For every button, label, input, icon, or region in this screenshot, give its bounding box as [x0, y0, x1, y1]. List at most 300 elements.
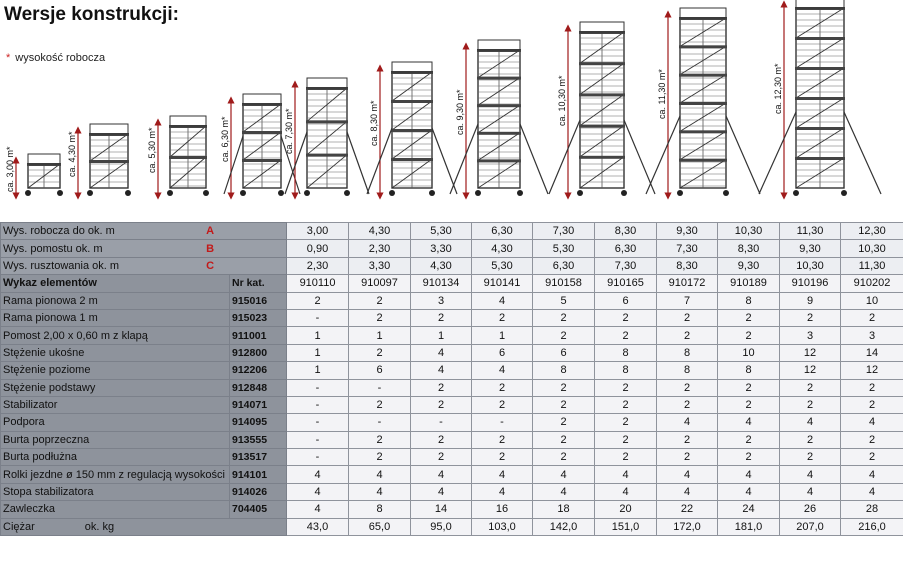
part-quantity: 2: [780, 396, 841, 413]
part-name: Stopa stabilizatora: [1, 483, 230, 500]
part-quantity: 14: [411, 501, 472, 518]
part-quantity: 8: [718, 362, 780, 379]
part-quantity: 2: [472, 309, 533, 326]
table-row: [1, 483, 903, 500]
part-quantity: 2: [411, 379, 472, 396]
part-quantity: 4: [472, 292, 533, 309]
scaffold-tower-outrigger: [549, 120, 580, 194]
part-name: Burta poprzeczna: [1, 431, 230, 448]
height-label: ca. 10,30 m*: [557, 75, 567, 126]
part-quantity: 3: [411, 292, 472, 309]
part-quantity: 4: [349, 466, 411, 483]
part-quantity: 2: [780, 379, 841, 396]
part-quantity: -: [349, 414, 411, 431]
summary-row: [1, 223, 903, 240]
scaffold-tower-wheel: [344, 190, 350, 196]
version-code: 910134: [411, 275, 472, 292]
scaffold-tower-platform: [795, 127, 845, 130]
scaffold-tower-platform: [477, 132, 521, 135]
part-quantity: 5: [533, 292, 595, 309]
weight-value: 207,0: [780, 518, 841, 535]
part-quantity: 2: [595, 309, 657, 326]
scaffold-tower-platform: [242, 131, 282, 134]
summary-row: [1, 240, 903, 257]
part-quantity: -: [287, 379, 349, 396]
summary-value: 10,30: [780, 257, 841, 274]
summary-value: 9,30: [657, 223, 718, 240]
scaffold-tower-wheel: [389, 190, 395, 196]
part-quantity: 7: [657, 292, 718, 309]
part-quantity: 2: [718, 396, 780, 413]
summary-row: [1, 257, 903, 274]
scaffold-tower-guardrail: [392, 62, 432, 72]
spec-table-body: [1, 223, 903, 536]
table-row: [1, 292, 903, 309]
elements-header-label: Wykaz elementów: [1, 275, 230, 292]
part-quantity: 2: [657, 309, 718, 326]
part-quantity: 22: [657, 501, 718, 518]
part-quantity: 24: [718, 501, 780, 518]
part-quantity: -: [287, 449, 349, 466]
part-quantity: 4: [657, 483, 718, 500]
weight-value: 216,0: [841, 518, 903, 535]
legend-text: wysokość robocza: [15, 52, 106, 64]
part-catalog-number: 914095: [230, 414, 287, 431]
part-quantity: 2: [472, 396, 533, 413]
version-code: 910189: [718, 275, 780, 292]
part-catalog-number: 913517: [230, 449, 287, 466]
part-name: Burta podłużna: [1, 449, 230, 466]
part-quantity: 4: [287, 466, 349, 483]
summary-value: 3,00: [287, 223, 349, 240]
part-catalog-number: 914026: [230, 483, 287, 500]
scaffold-tower-outrigger: [726, 116, 760, 194]
scaffold-tower-wheel: [278, 190, 284, 196]
part-quantity: 8: [349, 501, 411, 518]
part-quantity: 8: [657, 344, 718, 361]
part-quantity: 2: [780, 309, 841, 326]
height-label: ca. 6,30 m*: [220, 116, 230, 162]
part-quantity: 2: [657, 396, 718, 413]
scaffold-tower-platform: [579, 93, 625, 96]
part-quantity: 4: [472, 466, 533, 483]
scaffold-tower-platform: [679, 45, 727, 48]
table-row: [1, 501, 903, 518]
height-label: ca. 4,30 m*: [67, 131, 77, 177]
scaffold-tower-platform: [679, 159, 727, 162]
part-quantity: 2: [472, 431, 533, 448]
part-quantity: -: [349, 379, 411, 396]
part-quantity: 2: [349, 309, 411, 326]
part-quantity: 2: [533, 414, 595, 431]
height-label: ca. 3,00 m*: [5, 146, 15, 192]
scaffold-tower-wheel: [87, 190, 93, 196]
part-quantity: 2: [780, 431, 841, 448]
part-quantity: 4: [287, 483, 349, 500]
part-quantity: 2: [533, 396, 595, 413]
summary-value: 12,30: [841, 223, 903, 240]
part-quantity: 4: [780, 483, 841, 500]
part-quantity: 2: [718, 309, 780, 326]
part-name: Stężenie ukośne: [1, 344, 230, 361]
part-name: Rolki jezdne ø 150 mm z regulacją wysokości: [1, 466, 230, 483]
summary-value: 4,30: [349, 223, 411, 240]
part-quantity: 4: [657, 466, 718, 483]
summary-value: 6,30: [533, 257, 595, 274]
part-name: Pomost 2,00 x 0,60 m z klapą: [1, 327, 230, 344]
part-quantity: 6: [533, 344, 595, 361]
part-name: Rama pionowa 1 m: [1, 309, 230, 326]
height-label: ca. 12,30 m*: [773, 63, 783, 114]
scaffold-tower-platform: [795, 37, 845, 40]
summary-value: 11,30: [780, 223, 841, 240]
scaffold-tower-outrigger: [759, 112, 796, 194]
part-name: Zawleczka: [1, 501, 230, 518]
version-code: 910196: [780, 275, 841, 292]
part-quantity: -: [411, 414, 472, 431]
part-quantity: 4: [533, 466, 595, 483]
summary-value: 9,30: [780, 240, 841, 257]
summary-value: 11,30: [841, 257, 903, 274]
part-quantity: 4: [718, 483, 780, 500]
part-quantity: 2: [472, 449, 533, 466]
part-quantity: 14: [841, 344, 903, 361]
weight-unit: ok. kg: [84, 520, 115, 533]
part-catalog-number: 913555: [230, 431, 287, 448]
scaffold-tower-wheel: [25, 190, 31, 196]
part-quantity: 3: [841, 327, 903, 344]
scaffold-tower-guardrail: [90, 124, 128, 134]
part-catalog-number: 912206: [230, 362, 287, 379]
scaffold-tower-platform: [795, 97, 845, 100]
weight-value: 103,0: [472, 518, 533, 535]
scaffold-tower-guardrail: [170, 116, 206, 126]
summary-value: 5,30: [411, 223, 472, 240]
part-quantity: 2: [411, 431, 472, 448]
part-quantity: 2: [595, 379, 657, 396]
scaffold-tower-wheel: [577, 190, 583, 196]
weight-label-text: Ciężar: [3, 520, 35, 533]
weight-value: 181,0: [718, 518, 780, 535]
scaffold-tower-wheel: [240, 190, 246, 196]
table-row: [1, 414, 903, 431]
summary-label: [1, 223, 287, 240]
summary-value: 2,30: [287, 257, 349, 274]
scaffold-tower-platform: [679, 74, 727, 77]
legend-star: *: [6, 52, 11, 64]
scaffold-tower-platform: [579, 62, 625, 65]
part-quantity: 2: [349, 292, 411, 309]
part-quantity: 2: [411, 309, 472, 326]
height-label: ca. 11,30 m*: [657, 69, 667, 119]
part-quantity: 28: [841, 501, 903, 518]
part-quantity: 8: [657, 362, 718, 379]
part-quantity: 2: [533, 379, 595, 396]
part-quantity: 4: [718, 414, 780, 431]
part-quantity: 2: [841, 396, 903, 413]
part-quantity: 8: [718, 292, 780, 309]
scaffold-tower-guardrail: [478, 40, 520, 50]
part-quantity: 2: [718, 327, 780, 344]
summary-value: 4,30: [472, 240, 533, 257]
table-row: [1, 449, 903, 466]
scaffold-tower-wheel: [677, 190, 683, 196]
part-catalog-number: 704405: [230, 501, 287, 518]
scaffold-tower-guardrail: [243, 94, 281, 104]
summary-label: [1, 240, 287, 257]
scaffold-tower-outrigger: [432, 128, 457, 194]
part-quantity: 8: [595, 344, 657, 361]
scaffold-tower-outrigger: [347, 132, 369, 194]
part-quantity: 4: [411, 483, 472, 500]
part-name: Stężenie poziome: [1, 362, 230, 379]
summary-label: [1, 257, 287, 274]
catalog-header-label: Nr kat.: [230, 275, 287, 292]
part-quantity: 4: [780, 414, 841, 431]
part-catalog-number: 915016: [230, 292, 287, 309]
scaffold-illustrations: [0, 0, 903, 222]
part-quantity: 9: [780, 292, 841, 309]
part-quantity: 6: [349, 362, 411, 379]
summary-value: 8,30: [657, 257, 718, 274]
part-quantity: 4: [287, 501, 349, 518]
part-quantity: -: [287, 414, 349, 431]
part-quantity: 4: [349, 483, 411, 500]
part-quantity: 4: [472, 362, 533, 379]
scaffold-tower-platform: [89, 160, 129, 163]
summary-label-text: Wys. robocza do ok. m: [3, 225, 115, 238]
scaffold-tower-platform: [391, 100, 433, 103]
table-row: [1, 396, 903, 413]
weight-value: 151,0: [595, 518, 657, 535]
scaffold-tower-platform: [306, 154, 348, 157]
page-title: Wersje konstrukcji:: [4, 4, 179, 25]
part-quantity: 26: [780, 501, 841, 518]
weight-row: [1, 518, 903, 535]
part-quantity: 4: [533, 483, 595, 500]
summary-value: 7,30: [657, 240, 718, 257]
scaffold-tower-platform: [477, 159, 521, 162]
scaffold-tower-guardrail: [28, 154, 60, 164]
version-code: 910165: [595, 275, 657, 292]
part-quantity: 4: [718, 466, 780, 483]
summary-letter: A: [206, 225, 215, 238]
part-quantity: 2: [472, 379, 533, 396]
part-quantity: 2: [841, 431, 903, 448]
part-quantity: 2: [595, 414, 657, 431]
summary-label-text: Wys. rusztowania ok. m: [3, 259, 120, 272]
summary-value: 6,30: [595, 240, 657, 257]
part-quantity: 12: [841, 362, 903, 379]
part-quantity: 20: [595, 501, 657, 518]
part-quantity: 4: [657, 414, 718, 431]
version-code: 910172: [657, 275, 718, 292]
part-quantity: 4: [595, 483, 657, 500]
scaffold-tower-wheel: [517, 190, 523, 196]
part-quantity: 2: [533, 309, 595, 326]
scaffold-tower-platform: [795, 157, 845, 160]
part-catalog-number: 914071: [230, 396, 287, 413]
part-quantity: 2: [533, 449, 595, 466]
part-name: Podpora: [1, 414, 230, 431]
part-quantity: -: [287, 309, 349, 326]
scaffold-tower-wheel: [125, 190, 131, 196]
height-label: ca. 9,30 m*: [455, 89, 465, 135]
part-quantity: 2: [657, 449, 718, 466]
part-quantity: 4: [411, 344, 472, 361]
table-row: [1, 309, 903, 326]
spec-table: [0, 222, 903, 536]
part-quantity: 2: [841, 309, 903, 326]
height-label: ca. 8,30 m*: [369, 100, 379, 146]
summary-value: 9,30: [718, 257, 780, 274]
part-quantity: 2: [718, 379, 780, 396]
part-quantity: 2: [349, 344, 411, 361]
scaffold-tower-platform: [477, 77, 521, 80]
part-quantity: 2: [595, 449, 657, 466]
part-quantity: 1: [349, 327, 411, 344]
part-quantity: 6: [472, 344, 533, 361]
scaffold-tower-outrigger: [520, 124, 548, 194]
part-quantity: 2: [780, 449, 841, 466]
scaffold-tower-guardrail: [796, 0, 844, 8]
part-quantity: 1: [472, 327, 533, 344]
summary-value: 4,30: [411, 257, 472, 274]
part-quantity: 2: [657, 431, 718, 448]
part-quantity: 2: [349, 431, 411, 448]
part-quantity: 1: [287, 344, 349, 361]
table-row: [1, 379, 903, 396]
summary-value: 10,30: [841, 240, 903, 257]
scaffold-tower-wheel: [723, 190, 729, 196]
scaffold-tower-platform: [579, 125, 625, 128]
part-quantity: 2: [718, 431, 780, 448]
height-label: ca. 5,30 m*: [147, 127, 157, 173]
summary-value: 0,90: [287, 240, 349, 257]
part-catalog-number: 911001: [230, 327, 287, 344]
summary-value: 3,30: [411, 240, 472, 257]
summary-value: 6,30: [472, 223, 533, 240]
part-quantity: 4: [780, 466, 841, 483]
scaffold-tower-platform: [795, 67, 845, 70]
part-quantity: 2: [841, 379, 903, 396]
part-quantity: 3: [780, 327, 841, 344]
scaffold-tower-wheel: [793, 190, 799, 196]
part-quantity: 4: [841, 414, 903, 431]
part-quantity: 1: [411, 327, 472, 344]
part-name: Stabilizator: [1, 396, 230, 413]
part-quantity: 2: [657, 379, 718, 396]
part-quantity: 12: [780, 344, 841, 361]
part-quantity: 2: [533, 431, 595, 448]
scaffold-tower-wheel: [57, 190, 63, 196]
elements-header-row: [1, 275, 903, 292]
scaffold-tower-wheel: [475, 190, 481, 196]
scaffold-tower-guardrail: [580, 22, 624, 32]
summary-value: 10,30: [718, 223, 780, 240]
part-quantity: 12: [780, 362, 841, 379]
part-quantity: 8: [595, 362, 657, 379]
part-quantity: -: [287, 396, 349, 413]
summary-letter: C: [206, 259, 215, 272]
summary-value: 7,30: [533, 223, 595, 240]
part-quantity: 2: [595, 431, 657, 448]
scaffold-tower-platform: [679, 130, 727, 133]
table-row: [1, 327, 903, 344]
part-quantity: 2: [411, 449, 472, 466]
summary-value: 3,30: [349, 257, 411, 274]
scaffold-tower-platform: [579, 156, 625, 159]
scaffold-tower-guardrail: [680, 8, 726, 18]
scaffold-tower-platform: [391, 129, 433, 132]
part-name: Stężenie podstawy: [1, 379, 230, 396]
weight-label: [1, 518, 287, 535]
part-catalog-number: 915023: [230, 309, 287, 326]
part-catalog-number: 914101: [230, 466, 287, 483]
part-quantity: 2: [841, 449, 903, 466]
weight-value: 65,0: [349, 518, 411, 535]
table-row: [1, 362, 903, 379]
part-quantity: 1: [287, 327, 349, 344]
part-quantity: 10: [841, 292, 903, 309]
scaffold-tower-outrigger: [646, 116, 680, 194]
scaffold-tower-platform: [242, 159, 282, 162]
scaffold-tower-platform: [679, 102, 727, 105]
part-quantity: 4: [841, 466, 903, 483]
part-quantity: 2: [287, 292, 349, 309]
part-quantity: 4: [841, 483, 903, 500]
version-code: 910110: [287, 275, 349, 292]
scaffold-tower-wheel: [841, 190, 847, 196]
part-catalog-number: 912848: [230, 379, 287, 396]
weight-value: 142,0: [533, 518, 595, 535]
part-quantity: 10: [718, 344, 780, 361]
table-row: [1, 431, 903, 448]
table-row: [1, 466, 903, 483]
part-quantity: 2: [349, 396, 411, 413]
part-quantity: 2: [718, 449, 780, 466]
part-catalog-number: 912800: [230, 344, 287, 361]
part-quantity: 2: [411, 396, 472, 413]
summary-letter: B: [206, 242, 215, 255]
summary-value: 5,30: [533, 240, 595, 257]
part-quantity: 8: [533, 362, 595, 379]
part-quantity: 18: [533, 501, 595, 518]
table-row: [1, 344, 903, 361]
scaffold-tower-platform: [169, 156, 207, 159]
version-code: 910141: [472, 275, 533, 292]
version-code: 910202: [841, 275, 903, 292]
part-quantity: 4: [595, 466, 657, 483]
height-label: ca. 7,30 m*: [284, 108, 294, 154]
part-quantity: 2: [657, 327, 718, 344]
summary-value: 2,30: [349, 240, 411, 257]
summary-value: 8,30: [595, 223, 657, 240]
version-code: 910158: [533, 275, 595, 292]
scaffold-tower-wheel: [429, 190, 435, 196]
scaffold-tower-platform: [306, 120, 348, 123]
scaffold-tower-wheel: [167, 190, 173, 196]
version-code: 910097: [349, 275, 411, 292]
weight-value: 43,0: [287, 518, 349, 535]
part-quantity: 2: [595, 327, 657, 344]
part-quantity: 4: [411, 362, 472, 379]
scaffold-tower-platform: [391, 158, 433, 161]
part-quantity: 4: [411, 466, 472, 483]
summary-value: 5,30: [472, 257, 533, 274]
scaffold-tower-wheel: [621, 190, 627, 196]
summary-value: 8,30: [718, 240, 780, 257]
